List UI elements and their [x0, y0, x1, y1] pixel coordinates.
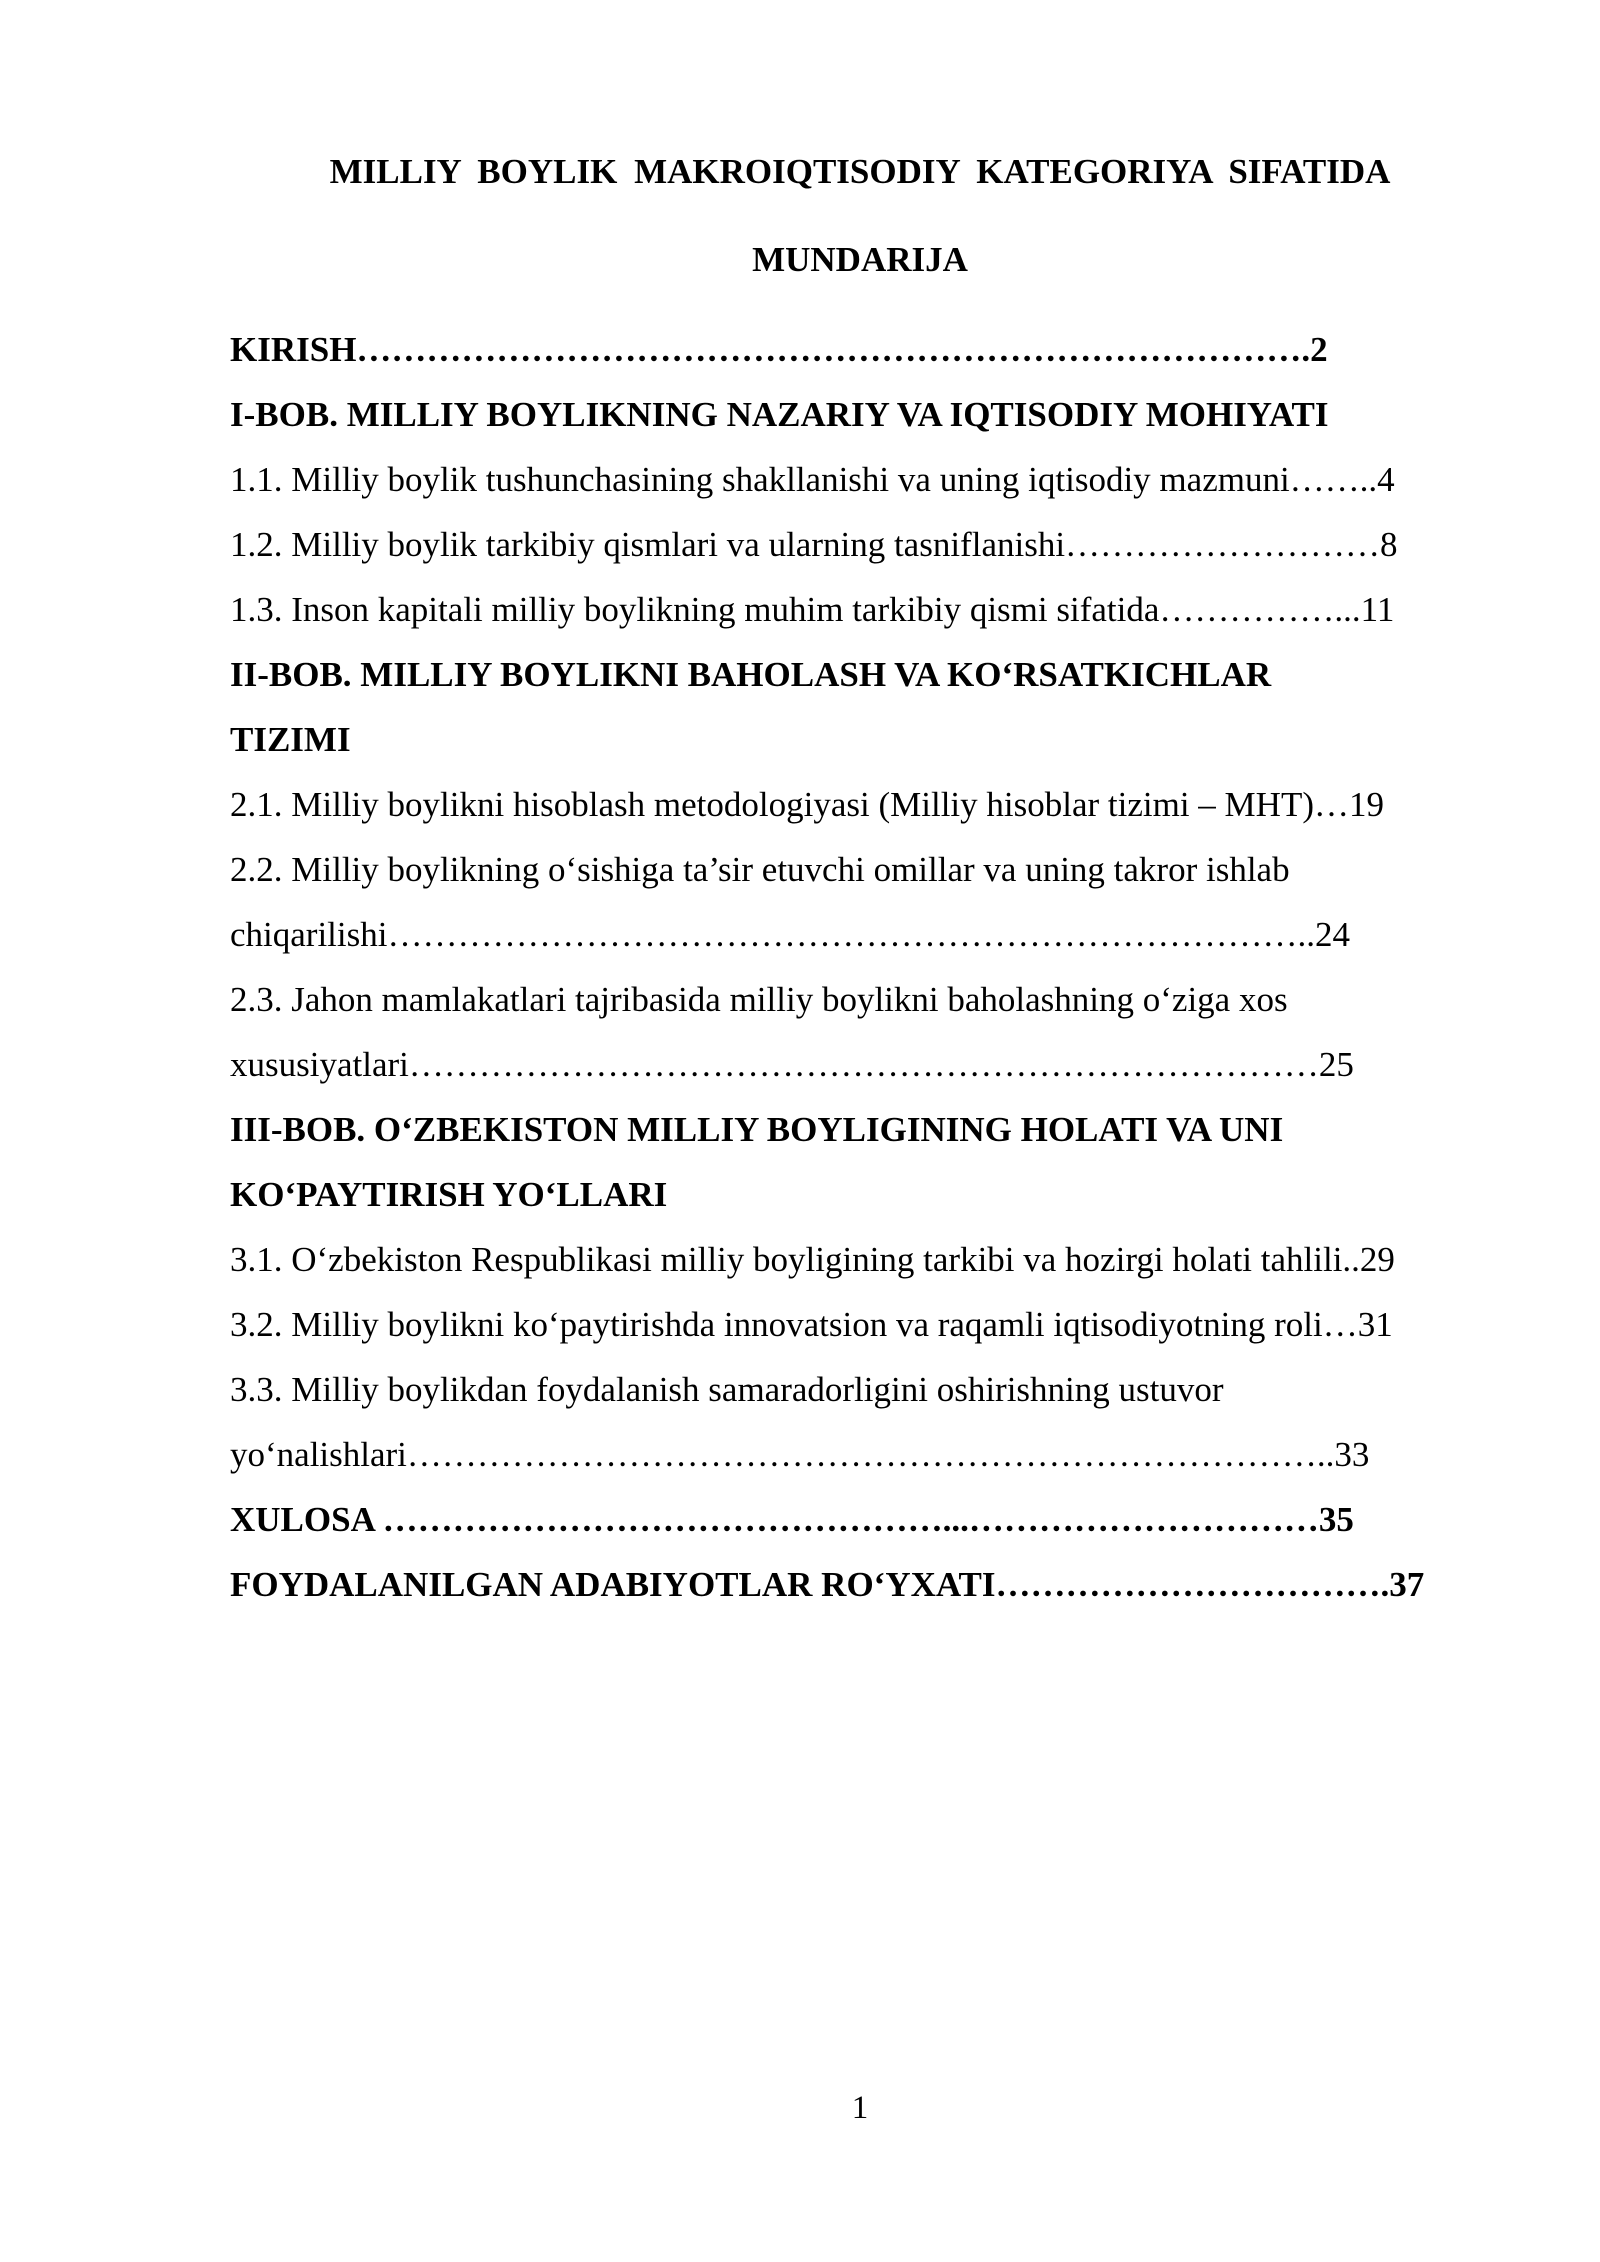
toc-section-2-1: 2.1. Milliy boylikni hisoblash metodologiyasi (Milliy hisoblar tizimi – MHT)…19: [230, 785, 1384, 824]
toc-chapter-3: III-BOB. O‘ZBEKISTON MILLIY BOYLIGINING HOLATI VA UNI: [230, 1110, 1284, 1149]
contents-heading: MUNDARIJA: [752, 240, 968, 279]
toc-section-3-2: 3.2. Milliy boylikni ko‘paytirishda innovatsion va raqamli iqtisodiyotning roli…31: [230, 1305, 1393, 1344]
toc-chapter-3-continued: KO‘PAYTIRISH YO‘LLARI: [230, 1175, 668, 1214]
toc-section-3-1: 3.1. O‘zbekiston Respublikasi milliy boyligining tarkibi va hozirgi holati tahlili..29: [230, 1240, 1395, 1279]
toc-section-2-3-continued: xususiyatlari……………………………………………………………………25: [230, 1045, 1354, 1084]
toc-chapter-2-continued: TIZIMI: [230, 720, 351, 759]
toc-entry-adabiyotlar: FOYDALANILGAN ADABIYOTLAR RO‘YXATI…………………………….37: [230, 1565, 1425, 1604]
toc-section-2-2: 2.2. Milliy boylikning o‘sishiga ta’sir etuvchi omillar va uning takror ishlab: [230, 850, 1290, 889]
toc-section-2-2-continued: chiqarilishi……………………………………………………………………..24: [230, 915, 1350, 954]
toc-entry-kirish: KIRISH……………………………………………………………………….2: [230, 330, 1328, 369]
toc-entry-xulosa: XULOSA …………………………………………...…………………………35: [230, 1500, 1354, 1539]
toc-section-3-3-continued: yo‘nalishlari……………………………………………………………………..33: [230, 1435, 1370, 1474]
page-number: 1: [851, 2090, 869, 2126]
toc-chapter-1: I-BOB. MILLIY BOYLIKNING NAZARIY VA IQTISODIY MOHIYATI: [230, 395, 1329, 434]
table-of-contents: [230, 325, 1490, 1625]
document-title: MILLIY BOYLIK MAKROIQTISODIY KATEGORIYA SIFATIDA: [329, 152, 1391, 191]
toc-section-3-3: 3.3. Milliy boylikdan foydalanish samaradorligini oshirishning ustuvor: [230, 1370, 1224, 1409]
toc-section-1-3: 1.3. Inson kapitali milliy boylikning muhim tarkibiy qismi sifatida……………...11: [230, 590, 1395, 629]
toc-section-1-2: 1.2. Milliy boylik tarkibiy qismlari va ularning tasniflanishi………………………8: [230, 525, 1398, 564]
toc-section-2-3: 2.3. Jahon mamlakatlari tajribasida milliy boylikni baholashning o‘ziga xos: [230, 980, 1288, 1019]
toc-section-1-1: 1.1. Milliy boylik tushunchasining shakllanishi va uning iqtisodiy mazmuni……..4: [230, 460, 1395, 499]
toc-chapter-2: II-BOB. MILLIY BOYLIKNI BAHOLASH VA KO‘RSATKICHLAR: [230, 655, 1272, 694]
